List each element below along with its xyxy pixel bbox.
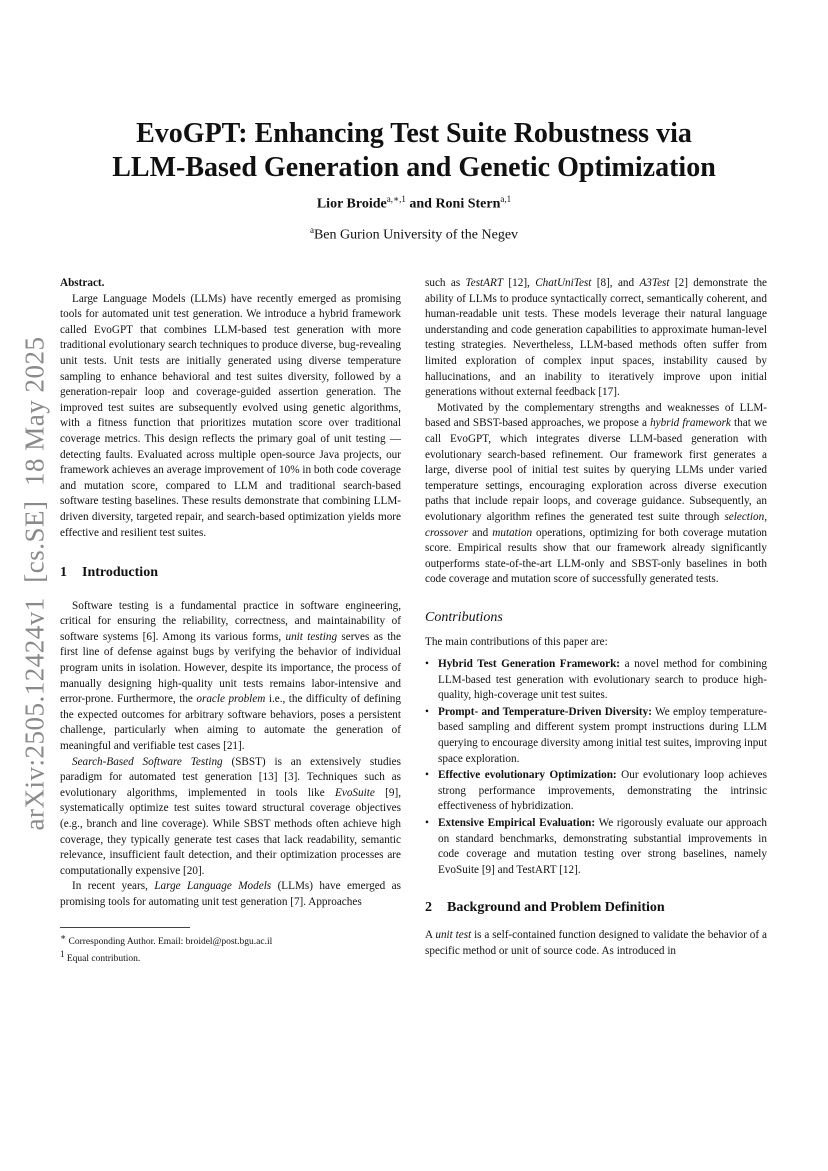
emphasis-term: mutation [492,526,533,539]
bullet-icon: • [425,817,429,829]
author-2-name: Roni Stern [435,196,501,212]
contribution-item [425,657,767,704]
footnote-2 [60,948,400,965]
emphasis-term: selection [724,510,765,523]
abstract-text: Large Language Models (LLMs) have recently emerged as promising tools for automated unit test generation. We introduce a hybrid framework called EvoGPT that combines LLM-based test generation with more traditional evolutionary search techniques to produce diverse, bug-revealing unit tests. Unit tests are initially generated using diverse temperature sampling to enhance behavioral and test suites diversity, followed by a generation-repair loop and coverage-guided assertion generation. The improved test suites are subsequently evolved using genetic algorithms, with a fitness function that prioritizes mutation score over traditional coverage metrics. This design reflects the primary goal of unit testing — detecting faults. Evaluated across multiple open-source Java projects, our framework achieves an average improvement of 10% in both code coverage and mutation score, compared to LLM and traditional search-based software testing baselines. These results demonstrate that combining LLM-driven diversity, targeted repair, and search-based optimization yields more effective and resilient test suites. [60,292,401,539]
text-run: [9], systematically optimize test suites toward structural coverage objectives (e.g., branch and line coverage). While SBST methods often achieve high coverage, they typically generate test cases that lack readability, semantic relevance, insufficient fault detection, and their optimization processes are computationally expensive [20]. [60,786,402,877]
text-run: , [764,510,767,523]
contributions-list [425,657,767,878]
tool-name: A3Test [639,277,670,289]
text-run: (SBST) is an extensively studies paradigm for automated test generation [13] [3]. Techniques such as evolutionary algorithms, implemented in tools like [60,755,401,799]
author-1-name: Lior Broide [316,196,387,212]
text-run: and [468,526,493,539]
footnote-2-text: Equal contribution. [66,953,141,964]
contribution-item [425,768,767,815]
contribution-text: Our evolutionary loop achieves strong performance improvements, demonstrating the intrinsic effectiveness of hybridization. [438,769,767,813]
affiliation-mark: a [309,225,314,235]
left-column [60,276,401,965]
contribution-text: We rigorously evaluate our approach on standard benchmarks, demonstrating substantial improvements in code coverage and mutation testing over strong baselines, namely EvoSuite [9] and TestART [12]. [438,817,767,876]
contribution-text: We employ temperature-based sampling and different system prompt instructions during LLM querying to encourage diversity among initial test suites, improving input space exploration. [438,705,767,765]
text-run: A [425,928,436,941]
emphasis-term: crossover [425,526,469,539]
footnote-1-text: Corresponding Author. Email: broidel@post.bgu.ac.il [68,936,273,947]
contribution-title: Prompt- and Temperature-Driven Diversity: [438,705,652,718]
bullet-icon: • [425,658,429,671]
contribution-item [425,816,767,878]
footnote-2-mark: 1 [60,948,65,959]
emphasis-term: EvoSuite [335,786,375,799]
contribution-title: Hybrid Test Generation Framework: [438,658,621,671]
contribution-item [425,705,767,767]
author-1-affiliation-mark: a,∗,1 [386,194,406,204]
contribution-text: a novel method for combining LLM-based test generation with evolutionary search to produce high-quality, high-coverage unit test suites. [438,658,767,702]
intro-section-title: Introduction [82,565,158,581]
text-run: i.e., the difficulty of defining the expected outcomes for arbitrary software behaviors, poses a persistent challenge, particularly when aiming to automate the generation of meaningful and verifiable test cases [21]. [60,693,401,753]
text-run: Software testing is a fundamental practice in software engineering, critical for ensuring the reliability, correctness, and maintainability of software systems [6]. Among its various forms, [60,599,401,643]
tool-name: TestART [465,277,504,289]
text-run: such as [425,277,466,289]
intro-paragraph-1 [60,599,401,755]
intro-section-number: 1 [60,565,67,581]
emphasis-term: unit testing [285,630,338,643]
emphasis-term: oracle problem [196,693,266,706]
abstract-label: Abstract. [60,277,105,289]
contributions-heading: Contributions [425,609,503,625]
paper-title [60,117,768,185]
title-line-1: EvoGPT: Enhancing Test Suite Robustness via [136,118,692,149]
emphasis-term: hybrid framework [650,417,731,430]
text-run: [2] demonstrate the ability of LLMs to produce syntactically correct, semantically coherent, and human-readable unit tests. These models leverage their natural language understanding and code generation capabilities to approximate human-level testing strategies. Nevertheless, LLM-based methods often suffer from limited exploration of complex input spaces, instability caused by hallucinations, and an inability to iteratively improve upon initial generations without external feedback [17]. [425,277,767,399]
affiliation-name: Ben Gurion University of the Negev [313,227,519,243]
intro-paragraph-2 [60,755,401,880]
emphasis-term: Large Language Models [154,880,272,893]
text-run: Motivated by the complementary strengths and weaknesses of LLM-based and SBST-based approaches, we propose a [425,401,767,430]
author-list [60,194,768,213]
author-2-affiliation-mark: a,1 [500,194,512,204]
contribution-title: Effective evolutionary Optimization: [438,769,617,782]
intro-heading [60,565,401,581]
intro-paragraph-4 [425,401,767,588]
title-line-2: LLM-Based Generation and Genetic Optimization [112,152,716,183]
text-run: [8], and [591,277,640,289]
text-run: serves as the first line of defense against bugs by verifying the behavior of individual program units in isolation. However, despite its importance, the process of manually designing high-quality unit tests remains labor-intensive and error-prone. Furthermore, the [60,630,401,706]
contributions-lead: The main contributions of this paper are: [425,636,608,649]
affiliation [60,225,768,244]
right-column [425,276,767,959]
arxiv-watermark: arXiv:2505.12424v1 [cs.SE] 18 May 2025 [19,336,50,831]
tool-name: ChatUniTest [535,277,592,289]
text-run: that we call EvoGPT, which integrates diverse LLM-based generation with evolutionary search-based refinement. Our framework first generates a large, diverse pool of initial test suites by querying LLMs under varied temperature settings, encouraging exploration across diverse execution paths that include repair loops, and coverage guidance. Subsequently, an evolutionary algorithm refines the generated test suite through [425,417,767,523]
text-run: is a self-contained function designed to validate the behavior of a specific method or unit of source code. As introduced in [425,928,767,957]
footnote-1-mark: ∗ [60,931,67,942]
intro-paragraph-3-continued [425,276,767,401]
footnote-1 [60,931,400,948]
bullet-icon: • [425,769,429,782]
text-run: operations, optimizing for both coverage mutation score. Empirical results show that our framework already significantly outperforms state-of-the-art LLM-only and SBST-only baselines in both code coverage and mutation score of successfully generated tests. [425,526,768,586]
contribution-title: Extensive Empirical Evaluation: [438,817,596,829]
text-run: (LLMs) have emerged as promising tools for automating unit test generation [7]. Approaches [60,880,402,908]
emphasis-term: Search-Based Software Testing [72,755,223,768]
emphasis-term: unit test [435,928,472,941]
intro-paragraph-3 [60,879,401,910]
author-conjunction: and [405,196,436,212]
background-section-title: Background and Problem Definition [447,900,665,916]
footnotes [60,927,273,965]
text-run: In recent years, [72,880,155,893]
text-run: [12], [503,277,536,289]
bullet-icon: • [425,705,429,718]
background-section-number: 2 [425,900,432,916]
background-heading [425,900,767,916]
background-paragraph-1 [425,928,767,959]
